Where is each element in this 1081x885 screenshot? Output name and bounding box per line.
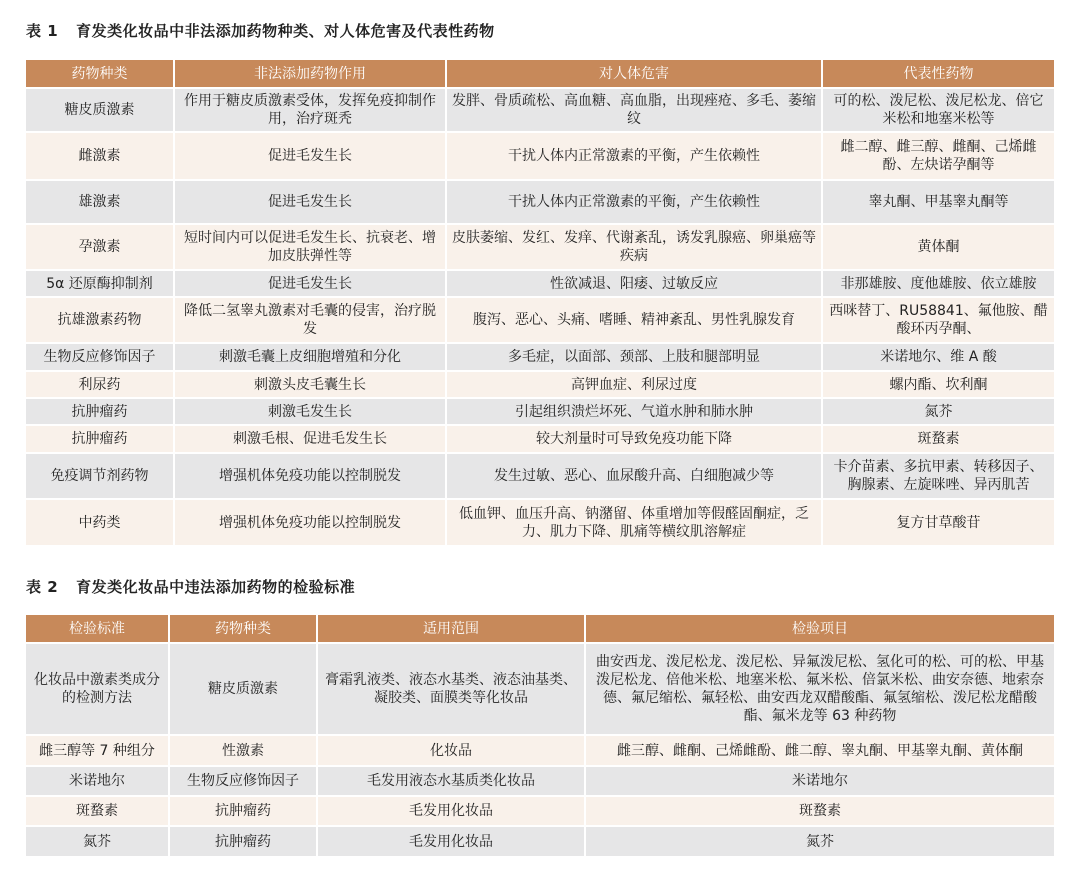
table-cell: 发生过敏、恶心、血尿酸升高、白细胞减少等 [446,453,822,499]
table-row [26,88,1054,132]
table-cell: 增强机体免疫功能以控制脱发 [174,453,446,499]
table-row [26,826,1054,856]
table-row [26,224,1054,270]
table-cell: 非那雄胺、度他雄胺、依立雄胺 [822,270,1054,297]
column-header: 非法添加药物作用 [174,60,446,88]
table-cell: 曲安西龙、泼尼松龙、泼尼松、异氟泼尼松、氢化可的松、可的松、甲基泼尼松龙、倍他米松、地塞米松、氟米松、倍氯米松、曲安奈德、地索奈德、氟尼缩松、氟轻松、曲安西龙双醋酸酯、氟氢缩松、泼尼松龙醋酸酯、氟米龙等 63 种药物 [585,643,1054,735]
table-cell: 多毛症，以面部、颈部、上肢和腿部明显 [446,343,822,371]
table-cell: 生物反应修饰因子 [26,343,174,371]
table-cell: 氮芥 [585,826,1054,856]
table-row [26,343,1054,371]
table-cell: 复方甘草酸苷 [822,499,1054,545]
table-cell: 化妆品 [317,735,585,766]
table-row [26,132,1054,180]
table-cell: 米诺地尔、维 A 酸 [822,343,1054,371]
table-cell: 降低二氢睾丸激素对毛囊的侵害，治疗脱发 [174,297,446,343]
table-cell: 米诺地尔 [585,766,1054,796]
table-row [26,180,1054,224]
table-cell: 增强机体免疫功能以控制脱发 [174,499,446,545]
table-cell: 西咪替丁、RU58841、氟他胺、醋酸环丙孕酮、 [822,297,1054,343]
column-header: 对人体危害 [446,60,822,88]
table-row [26,398,1054,425]
table-cell: 雌三醇等 7 种组分 [26,735,169,766]
table2-number: 表 2 [26,578,59,596]
table-cell: 斑蝥素 [585,796,1054,826]
table-cell: 低血钾、血压升高、钠潴留、体重增加等假醛固酮症，乏力、肌力下降、肌痛等横纹肌溶解症 [446,499,822,545]
table-cell: 干扰人体内正常激素的平衡，产生依赖性 [446,132,822,180]
column-header: 检验项目 [585,615,1054,643]
table-cell: 毛发用化妆品 [317,826,585,856]
table-cell: 促进毛发生长 [174,132,446,180]
table-cell: 性欲减退、阳痿、过敏反应 [446,270,822,297]
table2-caption [26,576,355,597]
table-cell: 孕激素 [26,224,174,270]
table-row [26,735,1054,766]
table-cell: 刺激头皮毛囊生长 [174,371,446,398]
testing-standard-table [26,615,1054,856]
table-cell: 糖皮质激素 [169,643,317,735]
table-cell: 卡介苗素、多抗甲素、转移因子、胸腺素、左旋咪唑、异丙肌苦 [822,453,1054,499]
table-cell: 雌激素 [26,132,174,180]
table-cell: 氮芥 [822,398,1054,425]
table-cell: 短时间内可以促进毛发生长、抗衰老、增加皮肤弹性等 [174,224,446,270]
table-cell: 雄激素 [26,180,174,224]
table-cell: 性激素 [169,735,317,766]
table-cell: 生物反应修饰因子 [169,766,317,796]
column-header: 药物种类 [169,615,317,643]
drug-hazard-table [26,60,1054,545]
table-cell: 发胖、骨质疏松、高血糖、高血脂，出现痤疮、多毛、萎缩纹 [446,88,822,132]
table-cell: 干扰人体内正常激素的平衡，产生依赖性 [446,180,822,224]
table-cell: 糖皮质激素 [26,88,174,132]
table-cell: 抗肿瘤药 [169,796,317,826]
table-row [26,297,1054,343]
table-cell: 引起组织溃烂坏死、气道水肿和肺水肿 [446,398,822,425]
table-cell: 毛发用液态水基质类化妆品 [317,766,585,796]
table-cell: 皮肤萎缩、发红、发痒、代谢紊乱，诱发乳腺癌、卵巢癌等疾病 [446,224,822,270]
table-cell: 睾丸酮、甲基睾丸酮等 [822,180,1054,224]
table-cell: 作用于糖皮质激素受体，发挥免疫抑制作用，治疗斑秃 [174,88,446,132]
table1-caption [26,20,495,41]
table-row [26,499,1054,545]
table-row [26,425,1054,453]
table-cell: 螺内酯、坎利酮 [822,371,1054,398]
table-cell: 黄体酮 [822,224,1054,270]
table-cell: 抗雄激素药物 [26,297,174,343]
table-cell: 免疫调节剂药物 [26,453,174,499]
table-cell: 抗肿瘤药 [26,398,174,425]
column-header: 检验标准 [26,615,169,643]
table-cell: 刺激毛囊上皮细胞增殖和分化 [174,343,446,371]
table1-number: 表 1 [26,22,59,40]
table-row [26,796,1054,826]
table2-title: 育发类化妆品中违法添加药物的检验标准 [76,578,356,596]
table-cell: 米诺地尔 [26,766,169,796]
table-row [26,270,1054,297]
table-header-row [26,615,1054,643]
table-cell: 雌三醇、雌酮、己烯雌酚、雌二醇、睾丸酮、甲基睾丸酮、黄体酮 [585,735,1054,766]
table-cell: 利尿药 [26,371,174,398]
table1-title: 育发类化妆品中非法添加药物种类、对人体危害及代表性药物 [76,22,495,40]
table-cell: 毛发用化妆品 [317,796,585,826]
table-cell: 抗肿瘤药 [26,425,174,453]
table-row [26,371,1054,398]
table-row [26,643,1054,735]
table-cell: 可的松、泼尼松、泼尼松龙、倍它米松和地塞米松等 [822,88,1054,132]
table-row [26,766,1054,796]
table-cell: 中药类 [26,499,174,545]
table-cell: 促进毛发生长 [174,270,446,297]
table-cell: 促进毛发生长 [174,180,446,224]
table-cell: 较大剂量时可导致免疫功能下降 [446,425,822,453]
column-header: 代表性药物 [822,60,1054,88]
table-row [26,453,1054,499]
table-cell: 斑蝥素 [26,796,169,826]
table-cell: 5α 还原酶抑制剂 [26,270,174,297]
table-cell: 腹泻、恶心、头痛、嗜睡、精神紊乱、男性乳腺发育 [446,297,822,343]
table-cell: 化妆品中激素类成分的检测方法 [26,643,169,735]
column-header: 药物种类 [26,60,174,88]
table-cell: 抗肿瘤药 [169,826,317,856]
table-cell: 刺激毛根、促进毛发生长 [174,425,446,453]
table-cell: 高钾血症、利尿过度 [446,371,822,398]
table-header-row [26,60,1054,88]
table-cell: 氮芥 [26,826,169,856]
table-cell: 斑蝥素 [822,425,1054,453]
column-header: 适用范围 [317,615,585,643]
table-cell: 雌二醇、雌三醇、雌酮、己烯雌酚、左炔诺孕酮等 [822,132,1054,180]
table-cell: 刺激毛发生长 [174,398,446,425]
table-cell: 膏霜乳液类、液态水基类、液态油基类、凝胶类、面膜类等化妆品 [317,643,585,735]
